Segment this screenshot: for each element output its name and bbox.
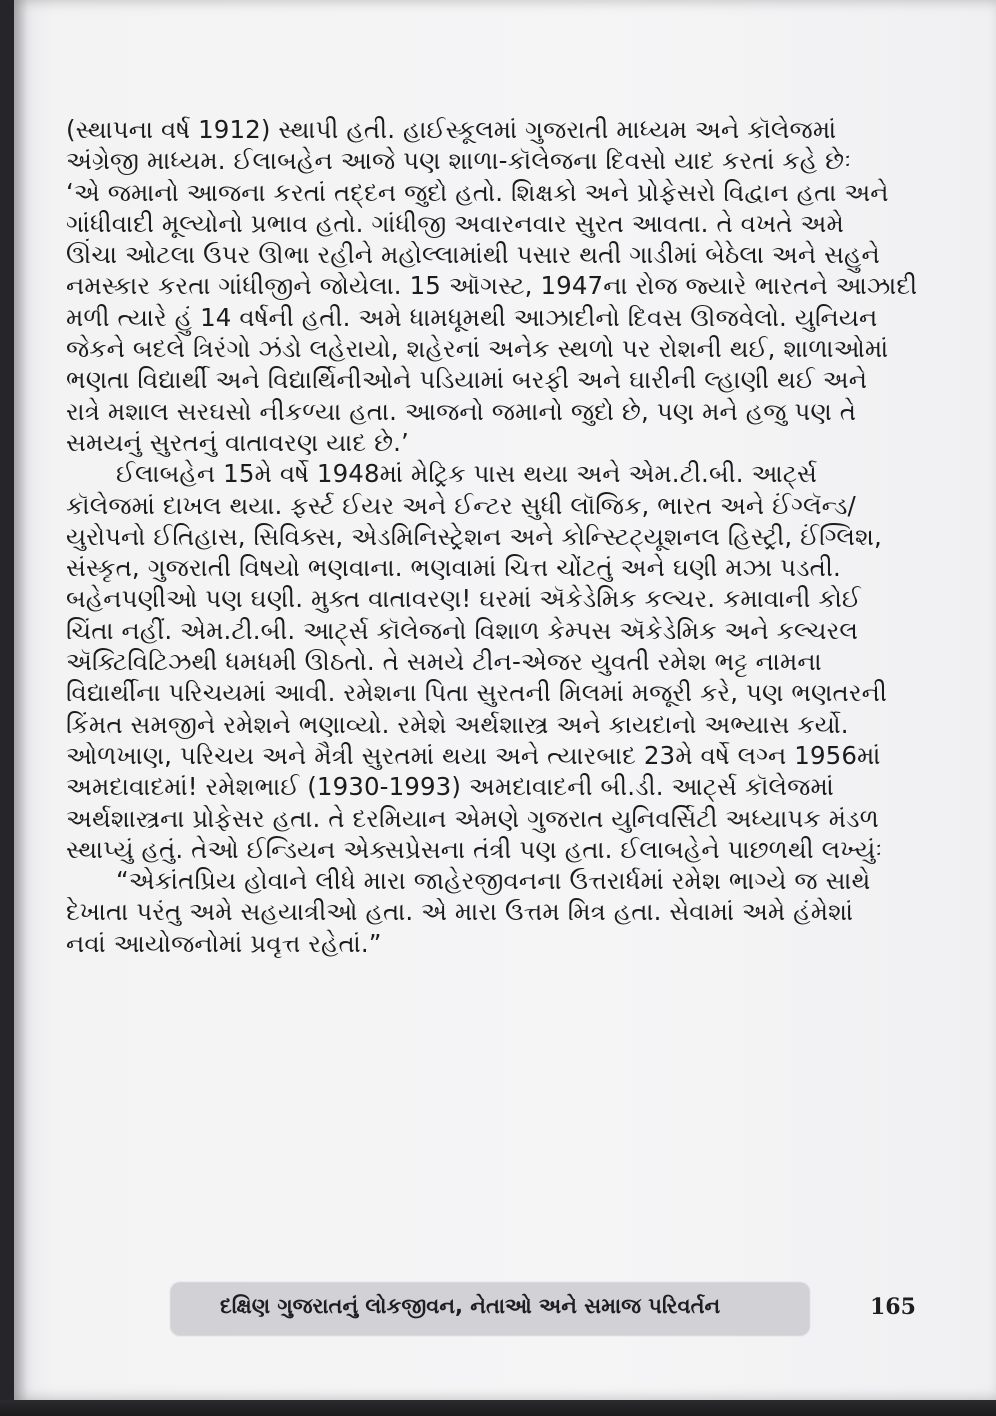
body-text	[66, 114, 938, 959]
paragraph-school-memories: (સ્થાપના વર્ષ 1912) સ્થાપી હતી. હાઈસ્કૂલમાં ગુજરાતી માધ્યમ અને કૉલેજમાં અંગ્રેજી માધ્યમ. ઈલાબહેન આજે પણ શાળા-કૉલેજના દિવસો યાદ કરતાં કહે છેઃ ‘એ જમાનો આજના કરતાં તદ્દન જુદો હતો. શિક્ષકો અને પ્રોફેસરો વિદ્વાન હતા અને ગાંધીવાદી મૂલ્યોનો પ્રભાવ હતો. ગાંધીજી અવારનવાર સુરત આવતા. તે વખતે અમે ઊંચા ઓટલા ઉપર ઊભા રહીને મહોલ્લામાંથી પસાર થતી ગાડીમાં બેઠેલા અને સહુને નમસ્કાર કરતા ગાંધીજીને જોયેલા. 15 ઑગસ્ટ, 1947ના રોજ જ્યારે ભારતને આઝાદી મળી ત્યારે હું 14 વર્ષની હતી. અમે ધામધૂમથી આઝાદીનો દિવસ ઊજવેલો. યુનિયન જેકને બદલે ત્રિરંગો ઝંડો લહેરાયો, શહેરનાં અનેક સ્થળો પર રોશની થઈ, શાળાઓમાં ભણતા વિદ્યાર્થી અને વિદ્યાર્થિનીઓને પડિયામાં બરફી અને ઘારીની લ્હાણી થઈ અને રાત્રે મશાલ સરઘસો નીકળ્યા હતા. આજનો જમાનો જુદો છે, પણ મને હજુ પણ તે સમયનું સુરતનું વાતાવરણ યાદ છે.’	[66, 115, 918, 457]
paragraph-quote: “એકાંતપ્રિય હોવાને લીધે મારા જાહેરજીવનના ઉત્તરાર્ધમાં રમેશ ભાગ્યે જ સાથે દેખાતા પરંતુ અમે સહયાત્રીઓ હતા. એ મારા ઉત્તમ મિત્ર હતા. સેવામાં અમે હંમેશાં નવાં આયોજનોમાં પ્રવૃત્ત રહેતાં.”	[66, 866, 871, 958]
footer-book-title: દક્ષિણ ગુજરાતનું લોકજીવન, નેતાઓ અને સમાજ પરિવર્તન	[220, 1294, 721, 1318]
page-edge	[0, 1400, 996, 1416]
page-number: 165	[870, 1294, 916, 1320]
paragraph-college-and-marriage: ઈલાબહેન 15મે વર્ષે 1948માં મેટ્રિક પાસ થયા અને એમ.ટી.બી. આર્ટ્સ કૉલેજમાં દાખલ થયા. ફર્સ્ટ ઈયર અને ઈન્ટર સુધી લૉજિક, ભારત અને ઈંગ્લૅન્ડ/ યુરોપનો ઈતિહાસ, સિવિક્સ, એડમિનિસ્ટ્રેશન અને કોન્સ્ટિટ્યૂશનલ હિસ્ટ્રી, ઈંગ્લિશ, સંસ્કૃત, ગુજરાતી વિષયો ભણવાના. ભણવામાં ચિત્ત ચોંટતું અને ઘણી મઝા પડતી. બહેનપણીઓ પણ ઘણી. મુક્ત વાતાવરણ! ઘરમાં ઍકેડેમિક કલ્ચર. કમાવાની કોઈ ચિંતા નહીં. એમ.ટી.બી. આર્ટ્સ કૉલેજનો વિશાળ કેમ્પસ ઍકેડેમિક અને કલ્ચરલ ઍક્ટિવિટિઝથી ધમધમી ઊઠતો. તે સમયે ટીન-એજર યુવતી રમેશ ભટ્ટ નામના વિદ્યાર્થીના પરિચયમાં આવી. રમેશના પિતા સુરતની મિલમાં મજૂરી કરે, પણ ભણતરની કિંમત સમજીને રમેશને ભણાવ્યો. રમેશે અર્થશાસ્ત્ર અને કાયદાનો અભ્યાસ કર્યો. ઓળખાણ, પરિચય અને મૈત્રી સુરતમાં થયા અને ત્યારબાદ 23મે વર્ષે લગ્ન 1956માં અમદાવાદમાં! રમેશભાઈ (1930-1993) અમદાવાદની બી.ડી. આર્ટ્સ કૉલેજમાં અર્થશાસ્ત્રના પ્રોફેસર હતા. તે દરમિયાન એમણે ગુજરાત યુનિવર્સિટી અધ્યાપક મંડળ સ્થાપ્યું હતું. તેઓ ઈન્ડિયન એક્સપ્રેસના તંત્રી પણ હતા. ઈલાબહેને પાછળથી લખ્યુંઃ	[66, 459, 887, 864]
